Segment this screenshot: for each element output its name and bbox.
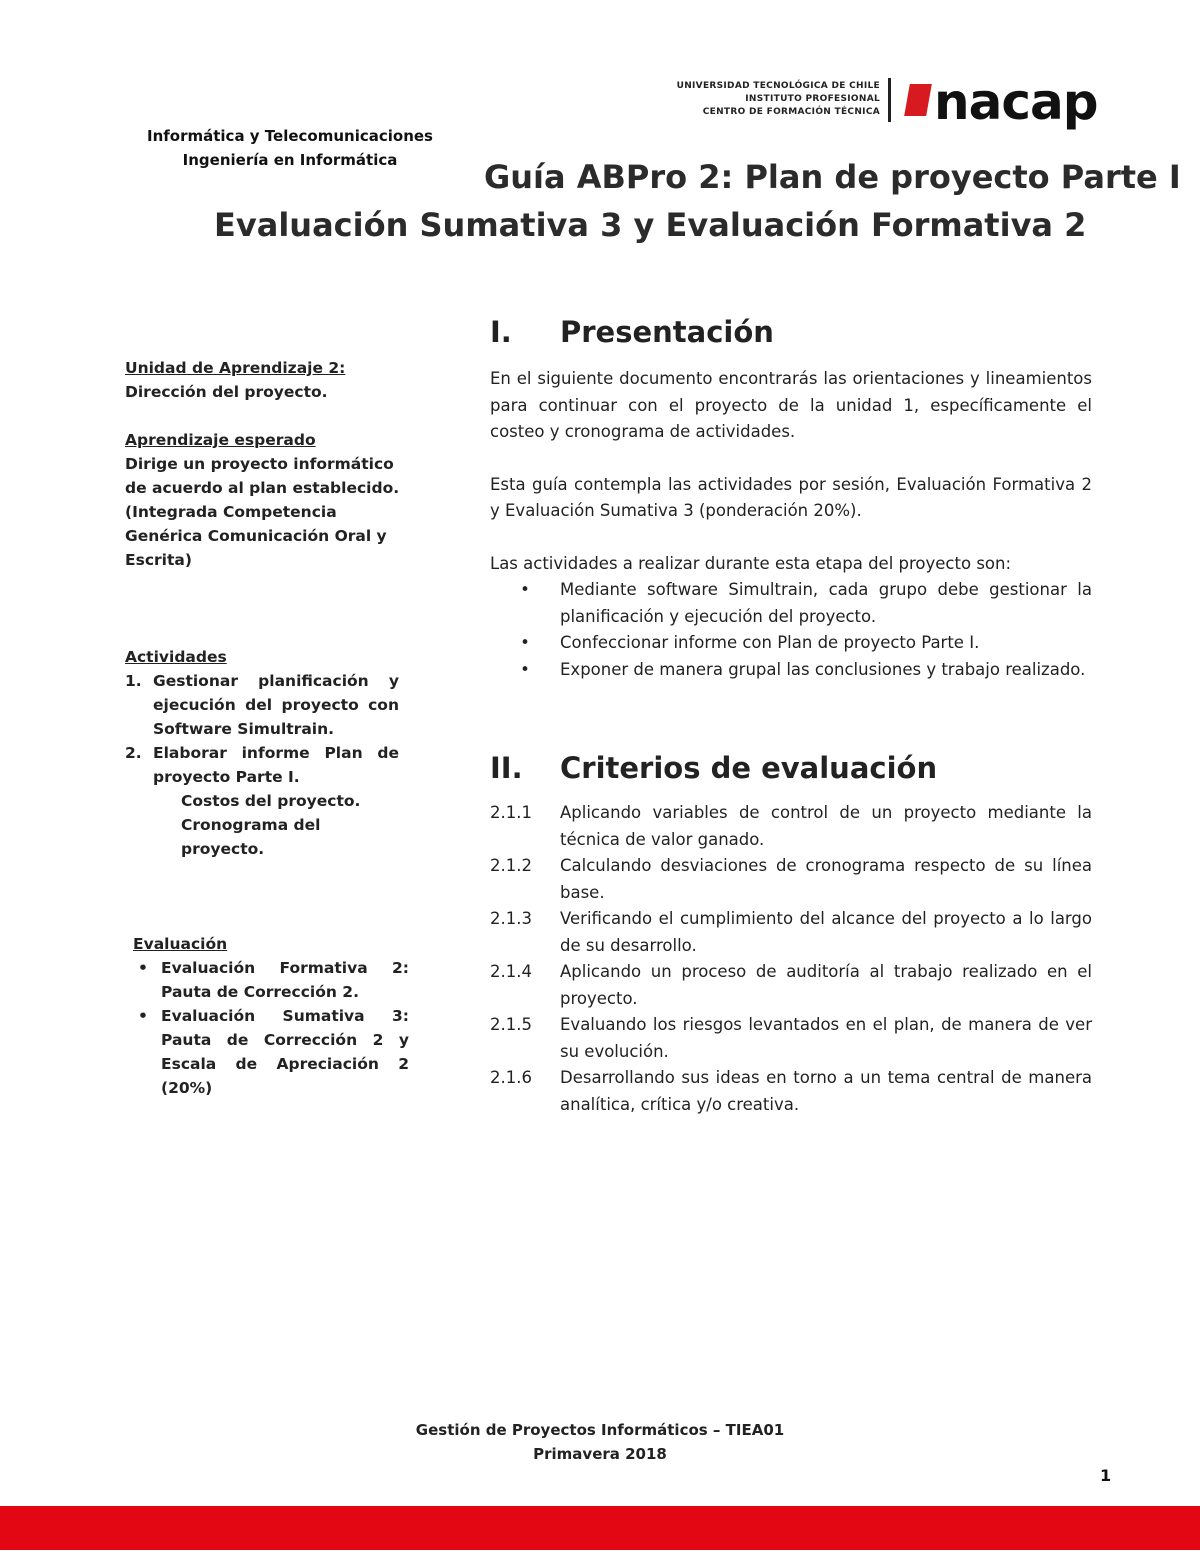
section-title: Criterios de evaluación [560, 751, 938, 785]
criterio-item [490, 906, 1092, 959]
presentacion-paragraph: Las actividades a realizar durante esta etapa del proyecto son: [490, 553, 1012, 573]
aprendizaje-text: Dirige un proyecto informático de acuerdo al plan establecido. [125, 455, 400, 497]
bullet-icon: • [520, 633, 530, 652]
actividad-text: Gestionar planificación y ejecución del proyecto con Software Simultrain. [153, 672, 399, 738]
evaluacion-item [125, 956, 409, 1004]
section-title: Presentación [560, 315, 774, 349]
criterio-text: Desarrollando sus ideas en torno a un tema central de manera analítica, crítica y/o creativa. [560, 1068, 1092, 1114]
criterio-text: Evaluando los riesgos levantados en el plan, de manera de ver su evolución. [560, 1015, 1092, 1061]
actividad-item [125, 741, 399, 789]
unidad-label: Unidad de Aprendizaje 2: [125, 359, 346, 377]
page-footer [300, 1418, 900, 1466]
institution-subtitle [640, 80, 880, 119]
aprendizaje-label: Aprendizaje esperado [125, 431, 316, 449]
actividades-block [125, 645, 399, 861]
actividad-number: 1. [125, 672, 142, 690]
actividad-item [125, 669, 399, 741]
criterio-number: 2.1.1 [490, 803, 532, 822]
evaluacion-text: Evaluación Formativa 2: Pauta de Corrección 2. [161, 959, 409, 1001]
inacap-logo-mark-icon [904, 84, 932, 116]
criterio-item [490, 853, 1092, 906]
section-heading [490, 748, 1092, 788]
logo-line-3: CENTRO DE FORMACIÓN TÉCNICA [702, 107, 880, 117]
activity-bullet [490, 630, 1092, 657]
presentacion-section [490, 312, 1092, 683]
criterio-item [490, 800, 1092, 853]
presentacion-paragraph: En el siguiente documento encontrarás las orientaciones y lineamientos para continuar con el proyecto de la unidad 1, específicamente el costeo y cronograma de actividades. [490, 369, 1092, 441]
term: Primavera 2018 [533, 1445, 667, 1463]
criterio-item [490, 959, 1092, 1012]
section-heading [490, 312, 1092, 352]
document-title: Guía ABPro 2: Plan de proyecto Parte I [484, 158, 1181, 196]
criterio-text: Calculando desviaciones de cronograma respecto de su línea base. [560, 856, 1092, 902]
criterio-text: Aplicando variables de control de un proyecto mediante la técnica de valor ganado. [560, 803, 1092, 849]
criterios-section [490, 748, 1092, 1118]
bullet-icon: • [138, 959, 148, 977]
criterio-text: Verificando el cumplimiento del alcance del proyecto a lo largo de su desarrollo. [560, 909, 1092, 955]
criterio-number: 2.1.4 [490, 962, 532, 981]
aprendizaje-block [125, 428, 400, 572]
criterio-item [490, 1065, 1092, 1118]
activity-bullet [490, 577, 1092, 630]
section-numeral: II. [490, 751, 523, 785]
actividad-number: 2. [125, 744, 142, 762]
activity-bullet [490, 657, 1092, 684]
logo-divider [888, 78, 891, 122]
actividad-subitem: Costos del proyecto. [181, 792, 361, 810]
criterio-number: 2.1.5 [490, 1015, 532, 1034]
document-subtitle: Evaluación Sumativa 3 y Evaluación Formativa 2 [214, 206, 1087, 244]
actividad-text: Elaborar informe Plan de proyecto Parte I. [153, 744, 399, 786]
section-numeral: I. [490, 315, 512, 349]
criterio-number: 2.1.3 [490, 909, 532, 928]
activity-bullet-text: Mediante software Simultrain, cada grupo debe gestionar la planificación y ejecución del proyecto. [560, 580, 1092, 626]
activity-bullet-text: Confeccionar informe con Plan de proyecto Parte I. [560, 633, 980, 652]
activity-bullet-text: Exponer de manera grupal las conclusiones y trabajo realizado. [560, 659, 1086, 679]
inacap-logo: nacap [934, 73, 1098, 131]
bullet-icon: • [520, 580, 530, 599]
course-name: Gestión de Proyectos Informáticos – TIEA01 [415, 1421, 785, 1439]
criterio-number: 2.1.2 [490, 856, 532, 875]
criterio-item [490, 1012, 1092, 1065]
evaluacion-label: Evaluación [133, 935, 228, 953]
career-name: Ingeniería en Informática [182, 151, 398, 169]
aprendizaje-note: (Integrada Competencia Genérica Comunicación Oral y Escrita) [125, 503, 387, 569]
logo-line-1: UNIVERSIDAD TECNOLÓGICA DE CHILE [676, 81, 880, 91]
unidad-block [125, 356, 415, 404]
actividad-subitem: Cronograma del proyecto. [181, 816, 321, 858]
actividades-label: Actividades [125, 648, 227, 666]
presentacion-paragraph: Esta guía contempla las actividades por sesión, Evaluación Formativa 2 y Evaluación Sumativa 3 (ponderación 20%). [490, 474, 1092, 520]
criterio-text: Aplicando un proceso de auditoría al trabajo realizado en el proyecto. [560, 962, 1092, 1008]
page-number: 1 [1100, 1466, 1112, 1485]
evaluacion-block [125, 932, 409, 1100]
evaluacion-item [125, 1004, 409, 1100]
bullet-icon: • [520, 659, 530, 679]
bullet-icon: • [138, 1007, 148, 1025]
department-block [120, 124, 460, 172]
criterio-number: 2.1.6 [490, 1068, 532, 1087]
evaluacion-text: Evaluación Sumativa 3: Pauta de Corrección 2 y Escala de Apreciación 2 (20%) [161, 1007, 409, 1097]
department-name: Informática y Telecomunicaciones [147, 127, 433, 145]
logo-line-2: INSTITUTO PROFESIONAL [745, 94, 880, 104]
unidad-value: Dirección del proyecto. [125, 383, 328, 401]
footer-brand-bar [0, 1506, 1200, 1550]
